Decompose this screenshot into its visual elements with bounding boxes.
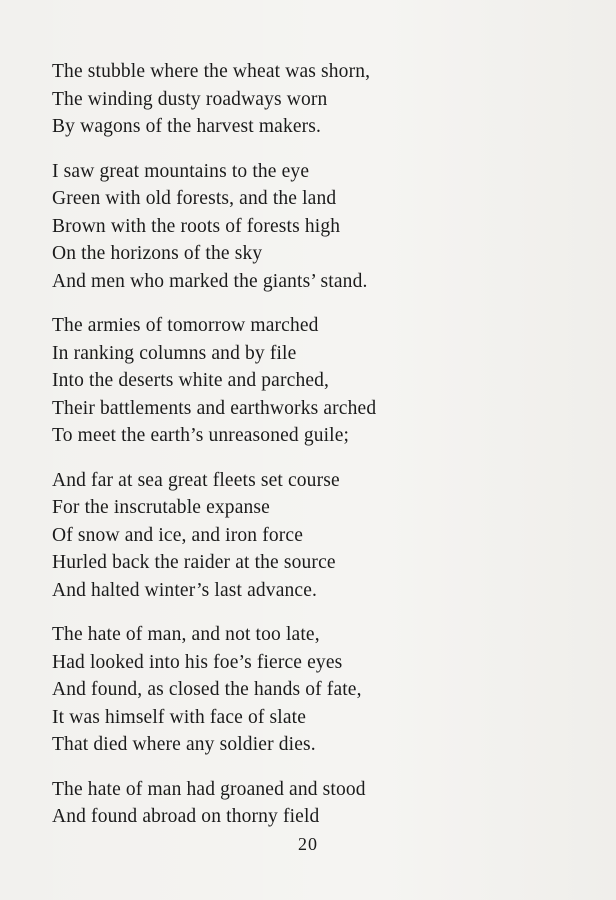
stanza-6 [52, 776, 572, 831]
poem-line: And men who marked the giants’ stand. [52, 270, 368, 292]
poem-line: Hurled back the raider at the source [52, 552, 336, 573]
poem-line: Into the deserts white and parched, [52, 370, 330, 391]
poem-line: And found, as closed the hands of fate, [52, 679, 362, 700]
stanza-4 [52, 467, 572, 605]
poem-line: The winding dusty roadways worn [52, 88, 328, 110]
stanza-5 [52, 621, 572, 759]
stanza-2 [52, 158, 572, 296]
poem-line: The hate of man, and not too late, [52, 624, 320, 645]
stanza-1 [52, 58, 572, 141]
poem-line: I saw great mountains to the eye [52, 160, 310, 182]
poem-line: On the horizons of the sky [52, 243, 263, 264]
stanza-3 [52, 312, 572, 450]
poem-line: By wagons of the harvest makers. [52, 116, 322, 137]
page-number: 20 [298, 834, 318, 854]
poem-line: In ranking columns and by file [52, 342, 297, 364]
poem-line: To meet the earth’s unreasoned guile; [52, 425, 350, 446]
poem-line: The stubble where the wheat was shorn, [52, 61, 371, 82]
poem-line: The hate of man had groaned and stood [52, 778, 366, 800]
poem-line: For the inscrutable expanse [52, 497, 270, 518]
poem-line: Their battlements and earthworks arched [52, 397, 377, 419]
poem-line: Brown with the roots of forests high [52, 215, 341, 237]
poem-line: Green with old forests, and the land [52, 188, 337, 209]
poem-line: It was himself with face of slate [52, 706, 307, 728]
poem-line: And far at sea great fleets set course [52, 469, 340, 491]
poem-line: And found abroad on thorny field [52, 806, 320, 827]
poem-line: Had looked into his foe’s fierce eyes [52, 651, 343, 673]
poem-text [52, 58, 572, 848]
poem-line: The armies of tomorrow marched [52, 315, 319, 336]
poem-line: Of snow and ice, and iron force [52, 524, 304, 546]
poem-line: That died where any soldier dies. [52, 734, 316, 755]
poem-line: And halted winter’s last advance. [52, 579, 318, 601]
